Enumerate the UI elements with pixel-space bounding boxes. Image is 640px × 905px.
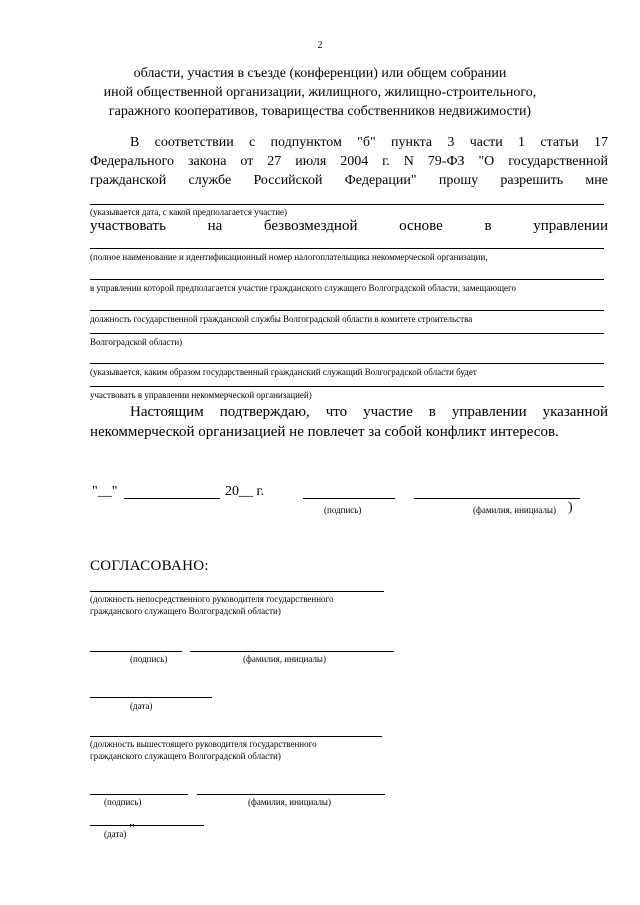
- supervisor-position-1: (должность непосредственного руководителя государственного: [90, 594, 334, 604]
- date-year: 20__ г.: [225, 484, 265, 499]
- hint-position: должность государственной гражданской службы Волгоградской области в комитете строительства: [90, 314, 473, 324]
- confirm-line-2: некоммерческой организацией не повлечет за собой конфликт интересов.: [90, 424, 559, 440]
- hint-org-manage: в управлении которой предполагается участие гражданского служащего Волгоградской области, замещающего: [90, 283, 516, 293]
- signature-line: [303, 498, 395, 499]
- higher-name-line: [197, 794, 385, 795]
- para1-line-2: Федерального закона от 27 июля 2004 г. N 79-ФЗ "О государственной: [90, 154, 608, 169]
- hint-region: Волгоградской области): [90, 337, 183, 347]
- org-fill-line: [90, 248, 604, 249]
- position-fill-line: [90, 310, 604, 311]
- header-line-1: области, участия в съезде (конференции) или общем собрании: [133, 66, 507, 81]
- higher-position-line: [90, 736, 382, 737]
- date-month-line: [124, 498, 220, 499]
- region-fill-line: [90, 333, 604, 334]
- higher-date-line: [90, 825, 204, 826]
- higher-position-1: (должность вышестоящего руководителя государственного: [90, 739, 317, 749]
- name-close-paren: ): [568, 500, 573, 515]
- supervisor-signature-line: [90, 651, 182, 652]
- page-number: 2: [317, 40, 323, 51]
- supervisor-date-label: (дата): [130, 701, 153, 711]
- hint-org-name: (полное наименование и идентификационный номер налогоплательщика некоммерческой организации,: [90, 252, 488, 262]
- closing-quote: ": [129, 822, 135, 837]
- higher-name-label: (фамилия, инициалы): [248, 797, 331, 807]
- supervisor-name-line: [190, 651, 394, 652]
- para1-line-1: В соответствии с подпунктом "б" пункта 3 части 1 статьи 17: [130, 135, 608, 150]
- hint-date: (указывается дата, с какой предполагается участие): [90, 207, 288, 217]
- para1-line-3: гражданской службе Российской Федерации" прошу разрешить мне: [90, 173, 608, 188]
- higher-date-label: (дата): [104, 829, 127, 839]
- supervisor-position-line: [90, 591, 384, 592]
- header-line-3: гаражного кооперативов, товарищества собственников недвижимости): [108, 104, 532, 119]
- signature-label: (подпись): [324, 505, 362, 515]
- date-fill-line: [90, 204, 604, 205]
- hint-how-2: участвовать в управлении некоммерческой организацией): [90, 390, 312, 400]
- how-fill-line-2: [90, 386, 604, 387]
- name-line: [414, 498, 580, 499]
- agreed-heading: СОГЛАСОВАНО:: [90, 558, 209, 574]
- higher-signature-label: (подпись): [104, 797, 142, 807]
- hint-how-1: (указывается, каким образом государственный гражданский служащий Волгоградской области будет: [90, 367, 477, 377]
- confirm-line-1: Настоящим подтверждаю, что участие в управлении указанной: [130, 404, 608, 420]
- date-day-quote: "__": [92, 484, 118, 499]
- how-fill-line: [90, 363, 604, 364]
- supervisor-signature-label: (подпись): [130, 654, 168, 664]
- supervisor-position-2: гражданского служащего Волгоградской области): [90, 606, 281, 616]
- higher-signature-line: [90, 794, 188, 795]
- higher-position-2: гражданского служащего Волгоградской области): [90, 751, 281, 761]
- supervisor-date-line: [90, 697, 212, 698]
- header-line-2: иной общественной организации, жилищного, жилищно-строительного,: [103, 85, 537, 100]
- participate-line: участвовать на безвозмездной основе в управлении: [90, 218, 608, 234]
- org-manage-fill-line: [90, 279, 604, 280]
- name-label: (фамилия, инициалы): [473, 505, 556, 515]
- supervisor-name-label: (фамилия, инициалы): [243, 654, 326, 664]
